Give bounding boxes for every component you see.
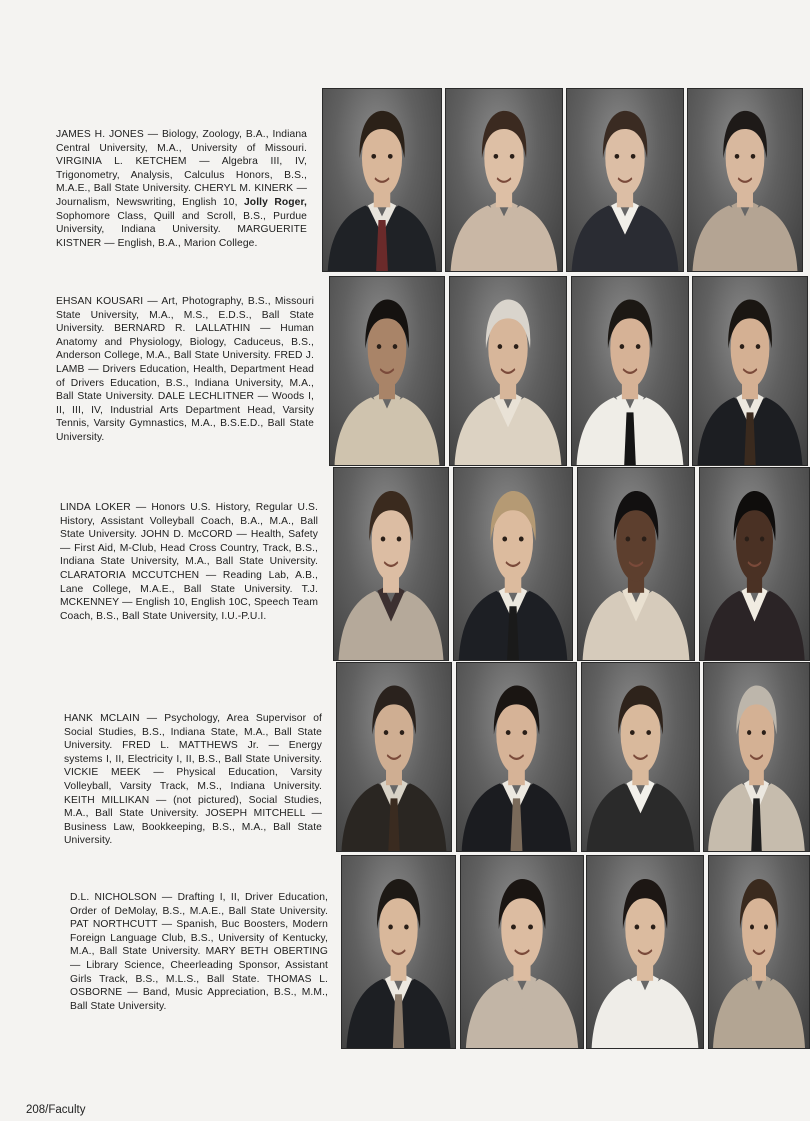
portrait-photo [456, 662, 577, 852]
bio-text: HANK MCLAIN — Psychology, Area Supervisor of Social Studies, B.S., Indiana State, M.A., Ball State University. FRED L. MATTHEWS Jr. — Energy systems I, II, Electricity I, II, B.S., Ball State University. VICKIE MEEK — Physical Education, Varsity Volleyball, Varsity Track, M.S., Indiana University. KEITH MILLIKAN — (not pictured), Social Studies, M.A., Ball State University. JOSEPH MITCHELL — Business Law, Bookkeeping, B.S., M.A., Ball State University. [64, 713, 322, 847]
bio-text: D.L. NICHOLSON — Drafting I, II, Driver Education, Order of DeMolay, B.S., M.A.E., Ball State University. PAT NORTHCUTT — Spanish, Buc Boosters, Modern Foreign Language Club, B.S., University of Kentucky, M.A., Ball State University. MARY BETH OBERTING — Library Science, Cheerleading Sponsor, Assistant Girls Track, B.S., M.L.S., Ball State. THOMAS L. OSBORNE — Band, Music Appreciation, B.S., M.M., Ball State University. [70, 892, 328, 1012]
bio-text: Sophomore Class, Quill and Scroll, B.S., Purdue University, Indiana University. MARGUERITE KISTNER — English, B.A., Marion College. [56, 210, 307, 249]
bio-block-1 [56, 128, 307, 250]
portrait-photo [460, 855, 584, 1049]
bio-text: EHSAN KOUSARI — Art, Photography, B.S., Missouri State University, M.A., M.S., E.D.S., Ball State University. BERNARD R. LALLATHIN — Human Anatomy and Physiology, Biology, Caduceus, B.S., Anderson College, M.A., Ball State University. FRED J. LAMB — Drivers Education, Health, Department Head of Drivers Education, B.S., Indiana University, M.A., Ball State University. DALE LECHLITNER — Woods I, II, III, IV, Industrial Arts Department Head, Varsity Tennis, Varsity Gymnastics, M.A., B.S.E.D., Ball State University. [56, 296, 314, 443]
bio-block-4 [64, 712, 322, 848]
bio-block-5 [70, 891, 328, 1013]
portrait-photo [341, 855, 456, 1049]
portrait-photo [708, 855, 810, 1049]
portrait-photo [586, 855, 704, 1049]
portrait-photo [322, 88, 442, 272]
portrait-photo [571, 276, 689, 466]
portrait-photo [333, 467, 449, 661]
portrait-photo [566, 88, 684, 272]
bio-block-3 [60, 501, 318, 623]
portrait-photo [449, 276, 567, 466]
portrait-photo [453, 467, 573, 661]
portrait-photo [687, 88, 803, 272]
portrait-photo [445, 88, 563, 272]
portrait-photo [699, 467, 810, 661]
page-footer: 208/Faculty [26, 1104, 86, 1116]
portrait-photo [581, 662, 700, 852]
portrait-photo [703, 662, 810, 852]
bio-text: JAMES H. JONES — Biology, Zoology, B.A., Indiana Central University, M.A., University of Missouri. VIRGINIA L. KETCHEM — Algebra III, IV, Trigonometry, Analysis, Calculus Honors, B.S., M.A.E., Ball State University. CHERYL M. KINERK — Journalism, Newswriting, English 10, [56, 129, 307, 208]
bio-text: LINDA LOKER — Honors U.S. History, Regular U.S. History, Assistant Volleyball Coach, B.A., M.A., Ball State University. JOHN D. McCORD — Health, Safety — First Aid, M-Club, Head Cross Country, Track, B.S., Indiana State University, M.A., Ball State University. CLARATORIA MCCUTCHEN — Reading Lab, A.B., Lane College, M.A.E., Ball State University. T.J. MCKENNEY — English 10, English 10C, Speech Team Coach, B.S., Ball State University, I.U.-P.U.I. [60, 502, 318, 622]
bio-block-2 [56, 295, 314, 445]
portrait-photo [336, 662, 452, 852]
portrait-photo [692, 276, 808, 466]
portrait-photo [329, 276, 445, 466]
bio-emphasis: Jolly Roger, [243, 196, 307, 208]
portrait-photo [577, 467, 695, 661]
